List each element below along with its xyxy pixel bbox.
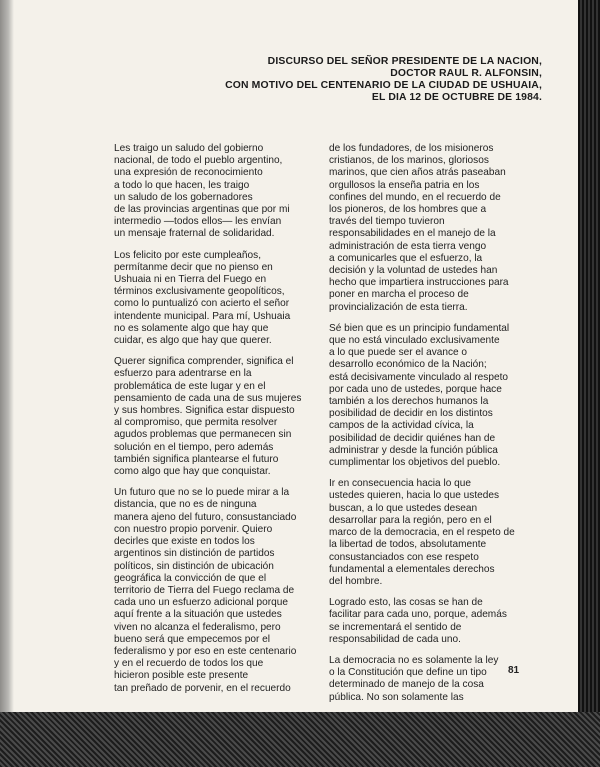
- text-line: como lo puntualizó con acierto el señor: [114, 298, 290, 310]
- text-line: Sé bien que es un principio fundamental: [329, 322, 510, 334]
- text-line: viven no alcanza el federalismo, pero: [114, 621, 281, 633]
- text-line: aquí frente a la situación que ustedes: [114, 609, 282, 621]
- text-line: desarrollo económico de la Nación;: [329, 359, 487, 371]
- paragraph: [329, 478, 529, 588]
- text-line: intermedio —todos ellos— les envían: [114, 216, 282, 228]
- text-line: posibilidad de decidir quiénes han de: [329, 432, 496, 444]
- paragraph: [329, 597, 529, 646]
- page-number: 81: [508, 665, 520, 676]
- scan-edge-right: [578, 0, 600, 712]
- text-line: buscan, a lo que ustedes desean: [329, 502, 478, 514]
- text-line: que no está vinculado exclusivamente: [329, 335, 500, 347]
- text-line: tan preñado de porvenir, en el recuerdo: [114, 682, 291, 694]
- paragraph: [329, 655, 529, 704]
- text-line: provincialización de esta tierra.: [329, 301, 468, 313]
- scan-binding-shadow: [0, 0, 14, 767]
- text-line: problemática de este lugar y en el: [114, 380, 266, 392]
- text-line: consustanciados con ese respeto: [329, 551, 479, 563]
- text-line: Ushuaia ni en Tierra del Fuego en: [114, 274, 267, 286]
- text-line: a lo que puede ser el avance o: [329, 347, 468, 359]
- text-line: confines del mundo, en el recuerdo de: [329, 191, 501, 203]
- text-line: pensamiento de cada una de sus mujeres: [114, 392, 302, 404]
- text-line: Ir en consecuencia hacia lo que: [329, 478, 471, 490]
- text-line: Un futuro que no se lo puede mirar a la: [114, 487, 290, 499]
- text-line: argentinos sin distinción de partidos: [114, 548, 275, 560]
- text-line: un saludo de los gobernadores: [114, 191, 253, 203]
- text-line: esfuerzo para adentrarse en la: [114, 368, 252, 380]
- text-line: del hombre.: [329, 575, 383, 587]
- text-line: agudos problemas que permanecen sin: [114, 429, 292, 441]
- text-line: no es solamente algo que hay que: [114, 322, 269, 334]
- text-line: de las provincias argentinas que por mi: [114, 204, 290, 216]
- text-line: poner en marcha el proceso de: [329, 289, 469, 301]
- text-line: Les traigo un saludo del gobierno: [114, 143, 264, 154]
- paragraph: [114, 356, 310, 478]
- text-line: decirles que existe en todos los: [114, 536, 255, 548]
- text-line: también significa plantearse el futuro: [114, 453, 279, 465]
- text-line: ustedes quieren, hacia lo que ustedes: [329, 490, 500, 502]
- text-line: intendente municipal. Para mí, Ushuaia: [114, 310, 291, 322]
- text-line: hicieron posible este presente: [114, 670, 249, 682]
- text-line: como algo que hay que conquistar.: [114, 466, 271, 478]
- text-line: administración de esta tierra vengo: [329, 240, 487, 252]
- text-line: campos de la actividad cívica, la: [329, 420, 474, 432]
- text-line: administrar y desde la función pública: [329, 444, 498, 456]
- text-line: y sus hombres. Significa estar dispuesto: [114, 405, 295, 417]
- text-line: un mensaje fraternal de solidaridad.: [114, 228, 275, 240]
- text-line: posibilidad de decidir en los distintos: [329, 408, 493, 420]
- text-line: marco de la democracia, en el respeto de: [329, 527, 515, 539]
- text-line: por cada uno de ustedes, porque hace: [329, 383, 502, 395]
- text-line: La democracia no es solamente la ley: [329, 654, 499, 666]
- text-line: al compromiso, que permita resolver: [114, 417, 278, 429]
- paragraph: [114, 250, 310, 348]
- text-line: cada uno un esfuerzo adicional porque: [114, 597, 288, 609]
- text-line: Logrado esto, las cosas se han de: [329, 597, 483, 609]
- text-line: responsabilidades en el manejo de la: [329, 228, 496, 240]
- text-line: de los fundadores, de los misioneros: [329, 143, 494, 154]
- text-line: desarrollar para la región, pero en el: [329, 514, 492, 526]
- right-text-column: [329, 143, 529, 713]
- text-line: facilitar para cada uno, porque, además: [329, 609, 507, 621]
- text-line: Los felicito por este cumpleaños,: [114, 249, 262, 261]
- text-line: bueno será que empecemos por el: [114, 633, 270, 645]
- text-line: orgullosos la enseña patria en los: [329, 179, 480, 191]
- text-line: pública. No son solamente las: [329, 691, 464, 703]
- left-text-column: [114, 143, 310, 704]
- text-line: marinos, que cien años atrás paseaban: [329, 167, 506, 179]
- paragraph: [114, 487, 310, 694]
- text-line: decisión y la voluntad de ustedes han: [329, 265, 498, 277]
- text-line: términos exclusivamente geopolíticos,: [114, 286, 285, 298]
- text-line: través del tiempo tuvieron: [329, 216, 445, 228]
- paragraph: [329, 143, 529, 314]
- text-line: también a los derechos humanos la: [329, 396, 489, 408]
- text-line: fundamental a elementales derechos: [329, 563, 495, 575]
- text-line: distancia, que no es de ninguna: [114, 499, 257, 511]
- title-line: CON MOTIVO DEL CENTENARIO DE LA CIUDAD DE USHUAIA,: [225, 80, 542, 91]
- scan-edge-bottom: [0, 712, 600, 767]
- text-line: hecho que impartiera instrucciones para: [329, 277, 509, 289]
- text-line: o la Constitución que define un tipo: [329, 667, 487, 679]
- text-line: manera ajeno del futuro, consustanciado: [114, 511, 297, 523]
- paragraph: [329, 323, 529, 469]
- text-line: federalismo y por eso en este centenario: [114, 645, 297, 657]
- text-line: se incrementará el sentido de: [329, 621, 462, 633]
- text-line: cumplimentar los objetivos del pueblo.: [329, 457, 501, 469]
- text-line: determinado de manejo de la cosa: [329, 679, 484, 691]
- title-line: EL DIA 12 DE OCTUBRE DE 1984.: [371, 92, 542, 103]
- title-line: DOCTOR RAUL R. ALFONSIN,: [390, 68, 542, 79]
- text-line: a comunicarles que el esfuerzo, la: [329, 252, 483, 264]
- text-line: permítanme decir que no pienso en: [114, 261, 273, 273]
- text-line: geográfica la convicción de que el: [114, 572, 267, 584]
- text-line: una expresión de reconocimiento: [114, 167, 263, 179]
- text-line: a todo lo que hacen, les traigo: [114, 179, 250, 191]
- text-line: la libertad de todos, absolutamente: [329, 539, 487, 551]
- text-line: y en el recuerdo de todos los que: [114, 658, 264, 670]
- text-line: cuidar, es algo que hay que querer.: [114, 335, 272, 347]
- paragraph: [114, 143, 310, 241]
- text-line: políticos, sin distinción de ubicación: [114, 560, 274, 572]
- text-line: los pioneros, de los hombres que a: [329, 204, 487, 216]
- text-line: solución en el tiempo, pero además: [114, 441, 274, 453]
- text-line: cristianos, de los marinos, gloriosos: [329, 155, 489, 167]
- title-line: DISCURSO DEL SEÑOR PRESIDENTE DE LA NACION,: [267, 56, 542, 67]
- text-line: nacional, de todo el pueblo argentino,: [114, 155, 283, 167]
- text-line: está decisivamente vinculado al respeto: [329, 371, 508, 383]
- text-line: territorio de Tierra del Fuego reclama de: [114, 584, 295, 596]
- text-line: con nuestro propio porvenir. Quiero: [114, 523, 273, 535]
- text-line: responsabilidad de cada uno.: [329, 633, 461, 645]
- speech-title: [170, 56, 542, 104]
- text-line: Querer significa comprender, significa el: [114, 356, 294, 368]
